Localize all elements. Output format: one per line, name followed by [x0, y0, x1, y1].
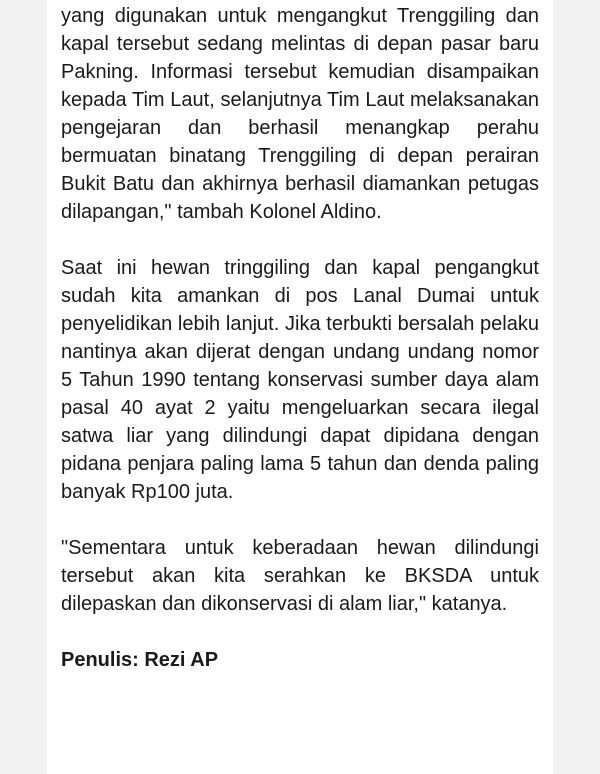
- author-byline: Penulis: Rezi AP: [61, 649, 219, 671]
- article-paragraph: yang digunakan untuk mengangkut Trenggiling dan kapal tersebut sedang melintas di depan pasar baru Pakning. Informasi tersebut kemudian disampaikan kepada Tim Laut, selanjutnya Tim Laut melaksanakan pengejaran dan berhasil menangkap perahu bermuatan binatang Trenggiling di depan perairan Bukit Batu dan akhirnya berhasil diamankan petugas dilapangan," tambah Kolonel Aldino.: [61, 5, 539, 223]
- article-paragraph: "Sementara untuk keberadaan hewan dilindungi tersebut akan kita serahkan ke BKSDA untuk dilepaskan dan dikonservasi di alam liar," katanya.: [61, 537, 539, 615]
- article-body: [47, 0, 553, 774]
- article-paragraph: Saat ini hewan tringgiling dan kapal pengangkut sudah kita amankan di pos Lanal Dumai untuk penyelidikan lebih lanjut. Jika terbukti bersalah pelaku nantinya akan dijerat dengan undang undang nomor 5 Tahun 1990 tentang konservasi sumber daya alam pasal 40 ayat 2 yaitu mengeluarkan secara ilegal satwa liar yang dilindungi dapat dipidana dengan pidana penjara paling lama 5 tahun dan denda paling banyak Rp100 juta.: [61, 257, 539, 503]
